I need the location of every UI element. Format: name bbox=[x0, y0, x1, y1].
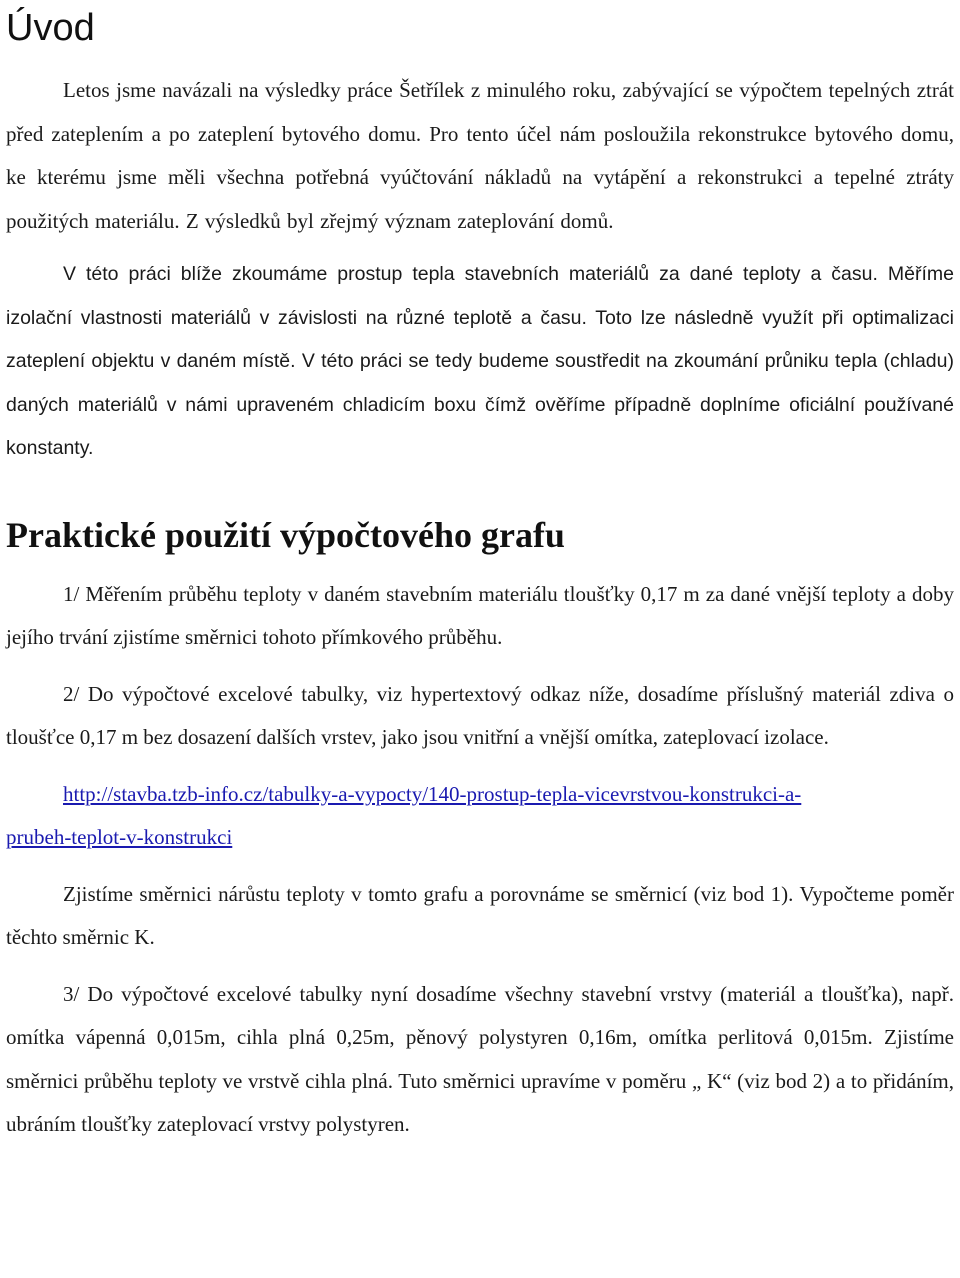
practical-heading: Praktické použití výpočtového grafu bbox=[6, 514, 565, 555]
spacer bbox=[6, 860, 954, 873]
intro-paragraph-2: V této práci blíže zkoumáme prostup tepla stavebních materiálů za dané teploty a času. Měříme izolační vlastnosti materiálů v závislosti na různé teplotě a času. Toto lze následně využít při optimalizaci zateplení objektu v daném místě. V této práci se tedy budeme soustředit na zkoumání průniku tepla (chladu) daných materiálů v námi upraveném chladicím boxu čímž ověříme případně doplníme oficiální používané konstanty. bbox=[6, 263, 954, 459]
hyperlink-paragraph bbox=[6, 773, 954, 860]
practical-step-2: 2/ Do výpočtové excelové tabulky, viz hypertextový odkaz níže, dosadíme příslušný materiál zdiva o tloušťce 0,17 m bez dosazení dalších vrstev, jako jsou vnitřní a vnější omítka, zateplovací izolace. bbox=[6, 681, 954, 749]
intro-paragraph-1: Letos jsme navázali na výsledky práce Šetřílek z minulého roku, zabývající se výpočtem tepelných ztrát před zateplením a po zateplení bytového domu. Pro tento účel nám posloužila rekonstrukce bytového domu, ke kterému jsme měli všechna potřebná vyúčtování nákladů na vytápění a rekonstrukci a tepelné ztráty použitých materiálu. Z výsledků byl zřejmý význam zateplování domů. bbox=[6, 78, 954, 233]
intro-heading: Úvod bbox=[6, 7, 95, 49]
link-text-line-1: http://stavba.tzb-info.cz/tabulky-a-vypocty/140-prostup-tepla-vicevrstvou-konstrukci-a- bbox=[63, 781, 802, 806]
spacer bbox=[6, 557, 954, 573]
practical-step-3: 3/ Do výpočtové excelové tabulky nyní dosadíme všechny stavební vrstvy (materiál a tloušťka), např. omítka vápenná 0,015m, cihla plná 0,25m, pěnový polystyren 0,16m, omítka perlitová 0,015m. Zjistíme směrnici průběhu teploty ve vrstvě cihla plná. Tuto směrnici upravíme v poměru „ K“ (viz bod 2) a to přidáním, ubráním tloušťky zateplovací vrstvy polystyren. bbox=[6, 981, 954, 1136]
spacer bbox=[6, 960, 954, 973]
spacer bbox=[6, 760, 954, 773]
practical-step-1: 1/ Měřením průběhu teploty v daném stavebním materiálu tloušťky 0,17 m za dané vnější teploty a doby jejího trvání zjistíme směrnici tohoto přímkového průběhu. bbox=[6, 581, 954, 649]
stavba-tzb-info-link[interactable] bbox=[6, 782, 801, 850]
spacer bbox=[6, 50, 954, 69]
spacer bbox=[6, 243, 954, 253]
link-text-line-2: prubeh-teplot-v-konstrukci bbox=[6, 825, 233, 849]
spacer bbox=[6, 660, 954, 673]
spacer bbox=[6, 471, 954, 513]
practical-compare: Zjistíme směrnici nárůstu teploty v tomto grafu a porovnáme se směrnicí (viz bod 1). Vypočteme poměr těchto směrnic K. bbox=[6, 881, 954, 949]
